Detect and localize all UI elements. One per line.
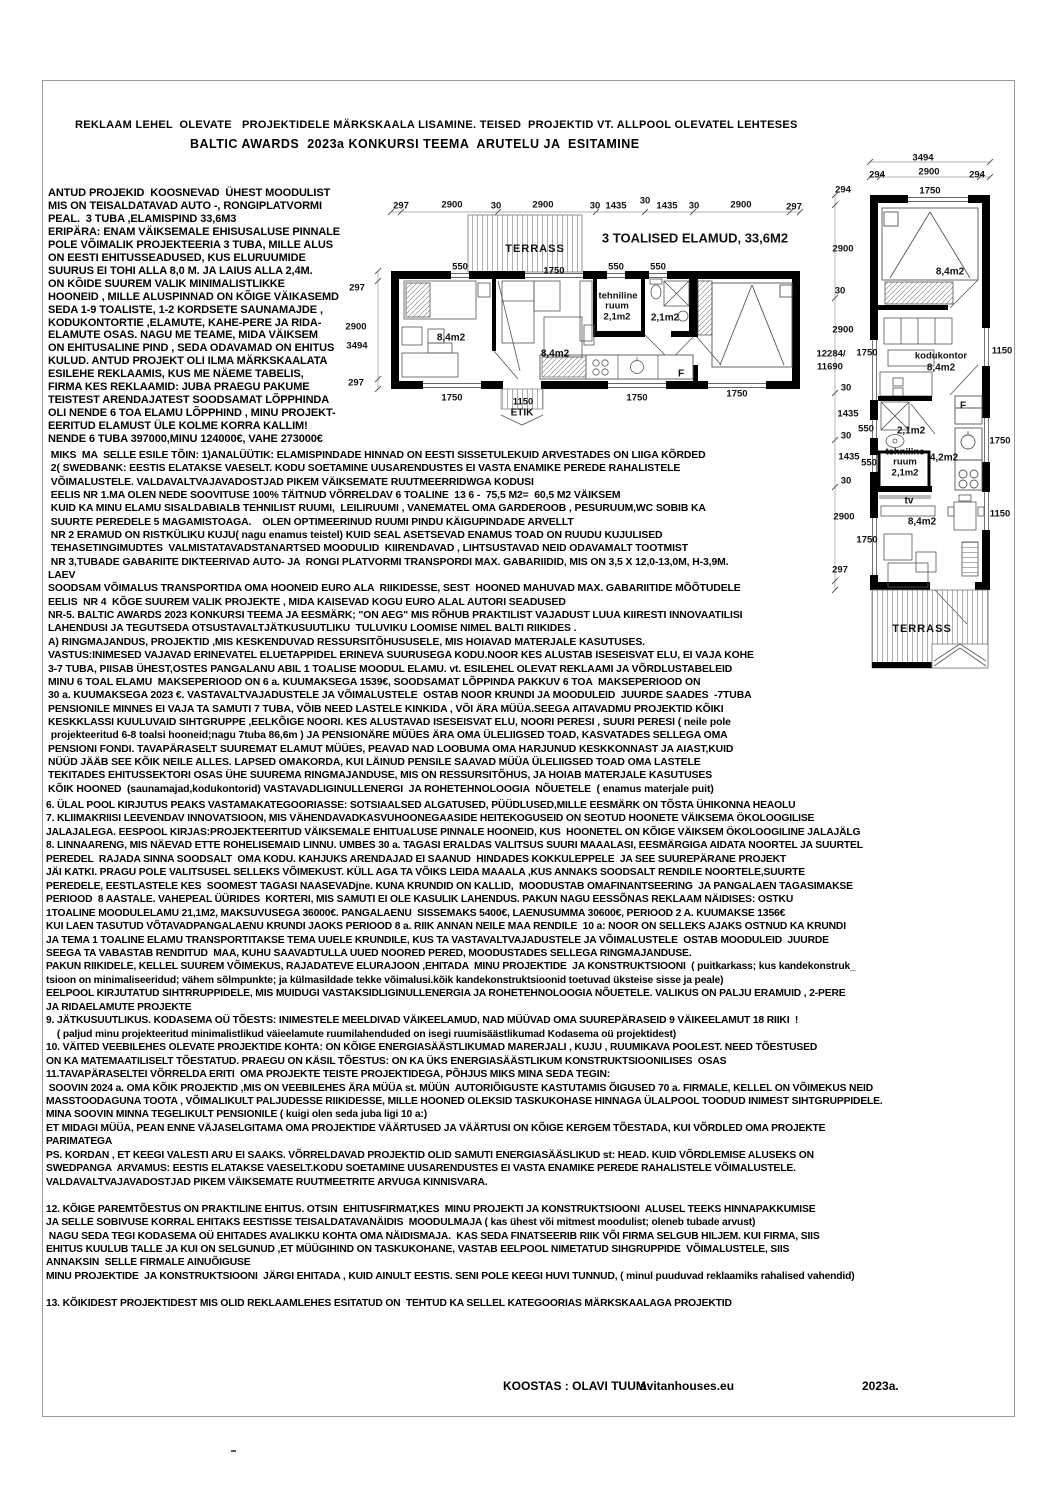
dim-label: 1150 — [989, 508, 1011, 520]
dim-label: 11690 — [817, 361, 843, 373]
dim-label: 294 — [969, 169, 985, 181]
text-line: ON KA MATEMAATILISELT TÕESTATUD. PRAEGU ON KÄSIL TÕESTUS: ON KA ÜKS ENERGIASÄÄSTLIKUM KONSTRUKTSIOONILISES OSAS — [46, 1055, 727, 1067]
text-line: tsioon on minimaliseeridud; vähem sõlmpunkte; ja külmasildade tekke võimalusi.kõik kandekonstruktsioonid toetuvad üksteise sisse ja peale) — [46, 974, 724, 986]
footer-author: KOOSTAS : OLAVI TUUM — [503, 1379, 646, 1393]
dim-label: 550 — [858, 423, 874, 435]
dim-label: 30 — [688, 200, 700, 212]
room-area-label: 2,1m2 — [896, 425, 926, 437]
text-line: 12. KÕIGE PAREMTÕESTUS ON PRAKTILINE EHITUS. OTSIN EHITUSFIRMAT,KES MINU PROJEKTI JA KONSTRUKTSIOONI ALUSEL TEEKS HINNAPAKKUMISE — [46, 1203, 816, 1215]
text-line: PENSIONI FONDI. TAVAPÄRASELT SUUREMAT ELAMUT MÜÜES, PEAVAD NAD LOOBUMA OMA HARJUNUD KESKKONNAST JA AIAST,KUID — [48, 743, 734, 755]
room-area-label: 8,4m2 — [540, 348, 570, 360]
text-line: TEKITADES EHITUSSEKTORI OSAS ÜHE SUUREMA RINGMAJANDUSE, MIS ON RESSURSITÕHUS, JA HOIAB MATERJALE KASUTUSES — [48, 770, 713, 782]
text-line: ELAMUTE OSAS. NAGU ME TEAME, MIDA VÄIKSEM — [48, 329, 318, 342]
dim-label: 2900 — [441, 199, 463, 211]
terrace-label: TERRASS — [892, 623, 952, 635]
text-line — [46, 1283, 1051, 1296]
text-line: MINA SOOVIN MINNA TEGELIKULT PENSIONILE ( kuigi olen seda juba ligi 10 a:) — [46, 1109, 427, 1121]
text-line: NÜÜD JÄÄB SEE KÕIK NEILE ALLES. LAPSED OMAKORDA, KUI LÄINUD PENSILE SAAVAD MÜÜA ÜLELIIGSED TOAD OMA LASTELE — [48, 756, 701, 768]
room-area-label: 8,4m2 — [436, 332, 466, 344]
analysis-paragraph — [48, 449, 858, 796]
dim-label: 1750 — [989, 435, 1011, 447]
text-line: 7. KLIIMAKRIISI LEEVENDAV INNOVATSIOON, MIS VÄHENDAVADKASVUHOONEGAASIDE HEITEKOGUSEID ON SEOTUD HOONETE VÄIKSEMA ÖKOLOOGILISE — [46, 813, 815, 825]
dim-label: 294 — [869, 169, 885, 181]
dim-label: 1435 — [605, 200, 627, 212]
dim-label: 1750 — [441, 392, 463, 404]
text-line: KODUKONTORTIE ,ELAMUTE, KAHE-PERE JA RIDA- — [48, 316, 322, 329]
text-line: EELPOOL KIRJUTATUD SIHTRRUPPIDELE, MIS MUIDUGI VASTAKSIDLIGINULLENERGIA JA ROHETEHNOLOOGIA NÕUETELE. VALIKUS ON PALJU ERAMUID , 2-PERE — [46, 988, 846, 1000]
text-line: ET MIDAGI MÜÜA, PEAN ENNE VÄJASELGITAMA OMA PROJEKTIDE VÄÄRTUSED JA VÄÄRTUSI ON KÕIGE KERGEM TÕESTADA, KUI VÕRDLED OMA PROJEKTE — [46, 1122, 826, 1134]
dim-label: 2900 — [832, 243, 854, 255]
text-line: NR 2 ERAMUD ON RISTKÜLIKU KUJU( nagu enamus teistel) KUID SEAL ASETSEVAD ENAMUS TOAD ON RUUDU KUJULISED — [48, 530, 663, 542]
text-line: ANNAKSIN SELLE FIRMALE AINUÕIGUSE — [46, 1257, 251, 1269]
sections-paragraph — [46, 799, 1051, 1310]
dim-label: 2900 — [918, 166, 940, 178]
text-line: PEREDELE, EESTLASTELE KES SOOMEST TAGASI NAASEVADjne. KUNA KRUNDID ON KALLID, MOODUSTAB OMAFINANTSEERING JA PANGALAEN TAGASIMAKSE — [46, 880, 853, 892]
dim-label: 2900 — [532, 199, 554, 211]
dim-label: 294 — [835, 184, 851, 196]
header-line: REKLAAM LEHEL OLEVATE PROJEKTIDELE MÄRKSKAALA LISAMINE. TEISED PROJEKTID VT. ALLPOOL OLEVATEL LEHTESES — [75, 119, 798, 131]
room-name-label: kodukontor — [914, 350, 968, 362]
dim-label: 297 — [832, 564, 848, 576]
room-area-label: 8,4m2 — [926, 362, 956, 374]
text-line: MINU 6 TOAL ELAMU MAKSEPERIOOD ON 6 a. KUUMAKSEGA 1539€, SOODSAMAT LÕPPINDA PAKKUV 6 TOA MAKSEPERIOOD ON — [48, 676, 701, 688]
text-line: KUI LAEN TASUTUD VÕTAVADPANGALAENU KRUNDI JAOKS PERIOOD 8 a. RIIK ANNAN NEILE MAA RENDILE 10 a: NOOR ON SELLEKS AJAKS OSTNUD KA KRUNDI — [46, 921, 846, 933]
text-line: ON KÕIDE SUUREM VALIK MINIMALISTLIKKE — [48, 277, 285, 290]
fridge-label: F — [677, 368, 685, 380]
text-line: JALAJALEGA. EESPOOL KIRJAS:PROJEKTEERITUD VÄIKSEMALE EHITUALUSE PINNALE HOONEID, KUS HOONETEL ON KÕIGE VÄIKSEM ÖKOLOOGILINE JALAJÄLG — [46, 826, 861, 838]
text-line: 10. VÄITED VEEBILEHES OLEVATE PROJEKTIDE KOHTA: ON KÕIGE ENERGIASÄÄSTLIKUMAD MARERJALI , KUJU , RUUMIKAVA POOLEST. NEED TÕESTUSED — [46, 1042, 818, 1054]
dim-label: 2900 — [345, 321, 367, 333]
text-line: JÄI KATKI. PRAGU POLE VALITSUSEL SELLEKS VÕIMEKUST. KÜLL AGA TA VÕIKS LEIDA MAAALA ,KUS ANNAKS SOODSALT RENDILE NOORTELE,SUURTE — [46, 867, 805, 879]
dim-label: 550 — [650, 261, 666, 273]
room-area-label: 8,4m2 — [907, 516, 937, 528]
text-line: TEHASETINGIMUDTES VALMISTATAVADSTANARTSED MOODULID KIIRENDAVAD , LIHTSUSTAVAD NEID ODAVAMALT TOOTMIST — [48, 543, 688, 555]
dim-label: 30 — [490, 200, 502, 212]
text-line: ( paljud minu projekteeritud minimalistlikud väieelamute ruumilahenduded on isegi ruumisäästlikumad Kodasema oü projektidest) — [46, 1028, 677, 1040]
fridge-label: F — [959, 400, 967, 412]
text-line: LAEV — [48, 570, 76, 582]
text-line: KÕIK HOONED (saunamajad,kodukontorid) VASTAVADLIGINULLENERGI JA ROHETEHNOLOOGIA NÕUETELE ( enamus materjale puit) — [48, 783, 714, 795]
text-line: TEISTEST ARENDAJATEST SOODSAMAT LÕPPHINDA — [48, 394, 330, 407]
text-line: JA SELLE SOBIVUSE KORRAL EHITAKS EESTISSE TEISALDATAVANÄIDIS MOODULMAJA ( kas ühest või mitmest moodulist; oleneb tubade arvust) — [46, 1217, 756, 1229]
text-line: EERITUD ELAMUST ÜLE KOLME KORRA KALLIM! — [48, 420, 308, 433]
dim-label: 297 — [393, 200, 409, 212]
entry-label: ETIK — [510, 407, 534, 419]
page-title: BALTIC AWARDS 2023a KONKURSI TEEMA ARUTELU JA ESITAMINE — [190, 137, 640, 151]
text-line: 2( SWEDBANK: EESTIS ELATAKSE VAESELT. KODU SOETAMINE UUSARENDUSTES EI VASTA ENAMIKE PEREDE RAHALISTELE — [48, 463, 681, 475]
room-area-label: 2,1m2 — [650, 312, 680, 324]
text-line: POLE VÕIMALIK PROJEKTEERIA 3 TUBA, MILLE ALUS — [48, 238, 333, 251]
text-line: HOONEID , MILLE ALUSPINNAD ON KÕIGE VÄIKASEMD — [48, 290, 339, 303]
text-line: SOODSAM VÕIMALUS TRANSPORTIDA OMA HOONEID EURO ALA RIIKIDESSE, SEST HOONED MAHUVAD MAX. GABARIITIDE MÕÕTUDELE — [48, 583, 741, 595]
dim-label: 1435 — [838, 451, 860, 463]
text-line: MIKS MA SELLE ESILE TÕIN: 1)ANALÜÜTIK: ELAMISPINDADE HINNAD ON EESTI SISSETULEKUID ARVESTADES ON LIIGA KÕRDED — [48, 450, 706, 461]
dim-label: 2900 — [833, 511, 855, 523]
dim-label: 1150 — [991, 345, 1013, 357]
room-area-label: 2,1m2 — [603, 311, 631, 323]
footer-website: avitanhouses.eu — [640, 1379, 735, 1393]
text-line: ON EHITUSALINE PIND , SEDA ODAVAMAD ON EHITUS — [48, 342, 335, 355]
text-line: 3-7 TUBA, PIISAB ÜHEST,OSTES PANGALANU ABIL 1 TOALISE MOODUL ELAMU. vt. ESILEHEL OLEVAT REKLAAMI JA VÕRDLUSTABELEID — [48, 663, 733, 675]
text-line: PS. KORDAN , ET KEEGI VALESTI ARU EI SAAKS. VÕRRELDAVAD PROJEKTID OLID SAMUTI ENERGIASÄÄSLIKUD st: HEAD. KUID VÕRDLEMISE ALUSEKS ON — [46, 1149, 814, 1161]
text-line: SUURTE PEREDELE 5 MAGAMISTOAGA. OLEN OPTIMEERINUD RUUMI PINDU KÄIGUPINDADE ARVELLT — [48, 516, 574, 528]
text-line: NENDE 6 TUBA 397000,MINU 124000€, VAHE 273000€ — [48, 433, 323, 446]
room-name-label: tehniline — [885, 446, 925, 458]
text-line: 1TOALINE MOODULELAMU 21,1M2, MAKSUVUSEGA 36000€. PANGALAENU SISSEMAKS 5400€, LAENUSUMMA 30600€, PERIOOD 2 A. KUUMAKSE 1356€ — [46, 907, 786, 919]
text-line: FIRMA KES REKLAAMID: JUBA PRAEGU PAKUME — [48, 381, 310, 394]
dim-label: 550 — [452, 261, 468, 273]
text-line: ESILEHE REKLAAMIS, KUS ME NÄEME TABELIS, — [48, 368, 304, 381]
dim-label: 550 — [861, 457, 877, 469]
text-line: SEDA 1-9 TOALISTE, 1-2 KORDSETE SAUNAMAJDE , — [48, 303, 323, 316]
dim-label: 30 — [834, 285, 846, 297]
text-line: EELIS NR 1.MA OLEN NEDE SOOVITUSE 100% TÄITNUD VÕRRELDAV 6 TOALINE 13 6 - 75,5 M2= 60,5 M2 VÄIKSEM — [48, 490, 621, 502]
dim-label: 2900 — [730, 199, 752, 211]
tv-label: tv — [904, 495, 914, 507]
text-line: EELIS NR 4 KÕGE SUUREM VALIK PROJEKTE , MIDA KAISEVAD KOGU EURO ALAL AUTORI SEADUSED — [48, 596, 566, 608]
text-line — [46, 1189, 1051, 1202]
dim-label: 30 — [840, 475, 852, 487]
dim-label: 297 — [786, 201, 802, 213]
text-line: ERIPÄRA: ENAM VÄIKSEMALE EHISUSALUSE PINNALE — [48, 225, 341, 238]
text-line: MINU PROJEKTIDE JA KONSTRUKTSIOONI JÄRGI EHITADA , KUID AINULT EESTIS. SENI POLE KEEGI HUVI TUNNUD, ( minul puuduvad reklaamiks rahalised vahendid) — [46, 1270, 855, 1282]
text-line: VALDAVALTVAJAVADOSTJAD PIKEM VÄIKSEMATE RUUTMEETRITE ARVUGA KINNISVARA. — [46, 1176, 488, 1188]
text-line: ON EESTI EHITUSSEADUSED, KUS ELURUUMIDE — [48, 251, 306, 264]
dim-label: 30 — [840, 382, 852, 394]
dim-label: 297 — [349, 282, 365, 294]
room-name-label: tehniline — [598, 290, 638, 302]
footer-year: 2023a. — [862, 1379, 899, 1393]
text-line: JA RIDAELAMUTE PROJEKTE — [46, 1001, 192, 1013]
plan-title: 3 TOALISED ELAMUD, 33,6M2 — [601, 230, 789, 246]
text-line: KESKKLASSI KUULUVAID SIHTGRUPPE ,EELKÕIGE NOORI. KES ALUSTAVAD ISESEISVAT ELU, NOORI PERESI , SUURI PERESI ( neile pole — [48, 716, 731, 728]
dim-label: 12284/ — [816, 348, 846, 360]
text-line: SOOVIN 2024 a. OMA KÕIK PROJEKTID ,MIS ON VEEBILEHES ÄRA MÜÜA st. MÜÜN AUTORIÕIGUSTE KASTUTAMIS ÕIGUSED 70 a. FIRMALE, KELLEL ON VÕIMEKUS NEID — [46, 1082, 874, 1094]
floor-plan-horizontal — [340, 185, 840, 445]
text-line: 30 a. KUUMAKSEGA 2023 €. VASTAVALTVAJADUSTELE JA VÕIMALUSTELE OSTAB NOOR KRUNDI JA MOODULEID JUURDE SAADES -7TUBA — [48, 690, 752, 702]
room-area-label: 2,1m2 — [891, 467, 919, 479]
text-line: PAKUN RIIKIDELE, KELLEL SUUREM VÕIMEKUS, RAJADATEVE ELURAJOON ,EHITADA MINU PROJEKTIDE JA KONSTRUKTSIOONI ( puitkarkass; kus kandekonstruk_ — [46, 961, 856, 973]
dim-label: 2900 — [832, 324, 854, 336]
dim-label: 1150 — [512, 396, 534, 408]
text-line: MASSTOODAGUNA TOOTA , VÕIMALIKULT PALJUDESSE RIIKIDESSE, MILLE HOONED OLEKSID TASKUKOHASE HINNAGA ÜLALPOOL TOODUD INIMEST SIHTGRUPPIDELE. — [46, 1095, 883, 1107]
text-line: JA TEMA 1 TOALINE ELAMU TRANSPORTITAKSE TEMA UUELE KRUNDILE, KUS TA VASTAVALTVAJADUSTELE JA VÕIMALUSTELE OSTAB MOODULEID JUURDE — [46, 934, 829, 946]
text-line: PARIMATEGA — [46, 1136, 113, 1148]
room-name-label: ruum — [893, 456, 917, 468]
text-line: 8. LINNAARENG, MIS NÄEVAD ETTE ROHELISEMAID LINNU. UMBES 30 a. TAGASI ERALDAS VALITSUS SUURI MAAALASI, EESMÄRGIGA AIDATA NOORTEL JA SUURTEL — [46, 840, 863, 852]
text-line: PEREDEL RAJADA SINNA SOODSALT OMA KODU. KAHJUKS ARENDAJAD EI SAANUD HINDADES KOKKULEPPELE JA SEE SUUREPÄRANE PROJEKT — [46, 853, 787, 865]
dim-label: 3494 — [346, 340, 368, 352]
dim-label: 1435 — [837, 408, 859, 420]
dim-label: 1750 — [919, 185, 941, 197]
room-name-label: ruum — [605, 300, 629, 312]
dim-label: 30 — [639, 195, 651, 207]
text-line: PEAL. 3 TUBA ,ELAMISPIND 33,6M3 — [48, 212, 237, 225]
dim-label: 1750 — [626, 392, 648, 404]
text-line: EHITUS KUULUB TALLE JA KUI ON SELGUNUD ,ET MÜÜGIHIND ON TASKUKOHANE, VASTAB EELPOOL NIMETATUD SIHGRUPPIDE VÕIMALUSTELE, SIIS — [46, 1243, 790, 1255]
text-line: PENSIONILE MINNES EI VAJA TA SAMUTI 7 TUBA, VÕIB NEED LASTELE KINKIDA , VÕI ÄRA MÜÜA.SEEGA AITAVADMU PROJEKTID KÕIKI — [48, 703, 724, 715]
text-line: projekteeritud 6-8 toalsi hooneid;nagu 7tuba 86,6m ) JA PENSIONÄRE MÜÜES ÄRA OMA ÜLELIIGSED TOAD, KASVATADES SELLEGA OMA — [48, 730, 728, 742]
text-line: 11.TAVAPÄRASELTEI VÕRRELDA ERITI OMA PROJEKTE TEISTE PROJEKTIDEGA, PÕHJUS MIKS MINA SEDA TEGIN: — [46, 1069, 611, 1081]
dim-label: 1750 — [856, 534, 878, 546]
dim-label: 30 — [840, 430, 852, 442]
text-line: NAGU SEDA TEGI KODASEMA OÜ EHITADES AVALIKKU KOHTA OMA NÄIDISMAJA. KAS SEDA FINATSEERIB RIIK VÕI FIRMA SELGUB HILJEM. KUI FIRMA, SIIS — [46, 1230, 820, 1242]
text-line: SUURUS EI TOHI ALLA 8,0 M. JA LAIUS ALLA 2,4M. — [48, 264, 313, 277]
text-line: 9. JÄTKUSUUTLIKUS. KODASEMA OÜ TÕESTS: INIMESTELE MEELDIVAD VÄIKEELAMUD, NAD MÜÜVAD OMA SUUREPÄRASEID 9 VÄIKEELAMUT 18 RIIKI ! — [46, 1015, 799, 1027]
text-line: MIS ON TEISALDATAVAD AUTO -, RONGIPLATVORMI — [48, 199, 322, 212]
text-line: KULUD. ANTUD PROJEKT OLI ILMA MÄRKSKAALATA — [48, 355, 328, 368]
terrace-label: TERRASS — [505, 243, 565, 255]
text-line: LAHENDUSI JA TEGUTSEDA OTSUSTAVALTJÄTKUSUUTLIKU TULUVIKU LOOMISE NIMEL BALTI RIIKIDES . — [48, 623, 577, 635]
text-line: A) RINGMAJANDUS, PROJEKTID ,MIS KESKENDUVAD RESSURSITÕHUSUSELE, MIS HOIAVAD MATERJALE KASUTUSES. — [48, 636, 645, 648]
text-line: SWEDPANGA ARVAMUS: EESTIS ELATAKSE VAESELT.KODU SOETAMINE UUSARENDUSTES EI VASTA ENAMIKE PEREDE RAHALISTELE VÕIMALUSTELE. — [46, 1163, 796, 1175]
dim-label: 1750 — [726, 388, 748, 400]
dim-label: 550 — [608, 261, 624, 273]
text-line: VÕIMALUSTELE. VALDAVALTVAJAVADOSTJAD PIKEM VÄIKSEMATE RUUTMEERRIDWGA KODUSI — [48, 476, 534, 488]
text-line: OLI NENDE 6 TOA ELAMU LÕPPHIND , MINU PROJEKT- — [48, 407, 336, 420]
dim-label: 3494 — [912, 152, 934, 164]
text-line: NR-5. BALTIC AWARDS 2023 KONKURSI TEEMA JA EESMÄRK; "ON AEG" MIS RÕHUB PRAKTILIST VAJADUST LUUA KIIRESTI INNOVAATILISI — [48, 610, 743, 622]
dim-label: 30 — [589, 200, 601, 212]
stray-mark — [231, 1450, 236, 1452]
room-area-label: 4,2m2 — [929, 452, 959, 464]
text-line: KUID KA MINU ELAMU SISALDABIALB TEHNILIST RUUMI, LEILIRUUMI , VANEMATEL OMA GARDEROOB , PESURUUM,WC SOBIB KA — [48, 503, 706, 515]
dim-label: 1750 — [856, 347, 878, 359]
text-line: SEEGA TA VABASTAB RENDITUD MAA, KUHU SAAVADTULLA UUED NOORED PERED, MOODUSTADES SELLEGA RINGMAJANDUSE. — [46, 947, 692, 959]
text-line: PERIOOD 8 AASTALE. VAHEPEAL ÜÜRIDES KORTERI, MIS SAMUTI EI OLE KASULIK LAHENDUS. PAKUN NAGU EESSÕNAS REKLAAM NÄIDISES: OSTKU — [46, 894, 794, 906]
dim-label: 1435 — [656, 200, 678, 212]
text-line: 6. ÜLAL POOL KIRJUTUS PEAKS VASTAMAKATEGOORIASSE: SOTSIAALSED ALGATUSED, PÜÜDLUSED,MILLE EESMÄRK ON TÕSTA ÜHIKONNA HEAOLU — [46, 800, 796, 811]
dim-label: 297 — [348, 377, 364, 389]
room-area-label: 8,4m2 — [935, 266, 965, 278]
text-line: ANTUD PROJEKID KOOSNEVAD ÜHEST MOODULIST — [48, 187, 331, 199]
text-line: 13. KÕIKIDEST PROJEKTIDEST MIS OLID REKLAAMLEHES ESITATUD ON TEHTUD KA SELLEL KATEGOORIAS MÄRKSKAALAGA PROJEKTID — [46, 1297, 732, 1309]
dim-label: 1750 — [543, 265, 565, 277]
text-line: NR 3,TUBADE GABARIITE DIKTEERIVAD AUTO- JA RONGI PLATVORMI TRANSPORDI MAX. GABARIIDID, MIS ON 3,5 X 12,0-13,0M, H-3,9M. — [48, 556, 729, 568]
text-line: VASTUS:INIMESED VAJAVAD ERINEVATEL ELUETAPPIDEL ERINEVA SUURUSEGA KODU.NOOR KES ALUSTAB ISESEISVAT ELU, EI VAJA KOHE — [48, 650, 754, 662]
